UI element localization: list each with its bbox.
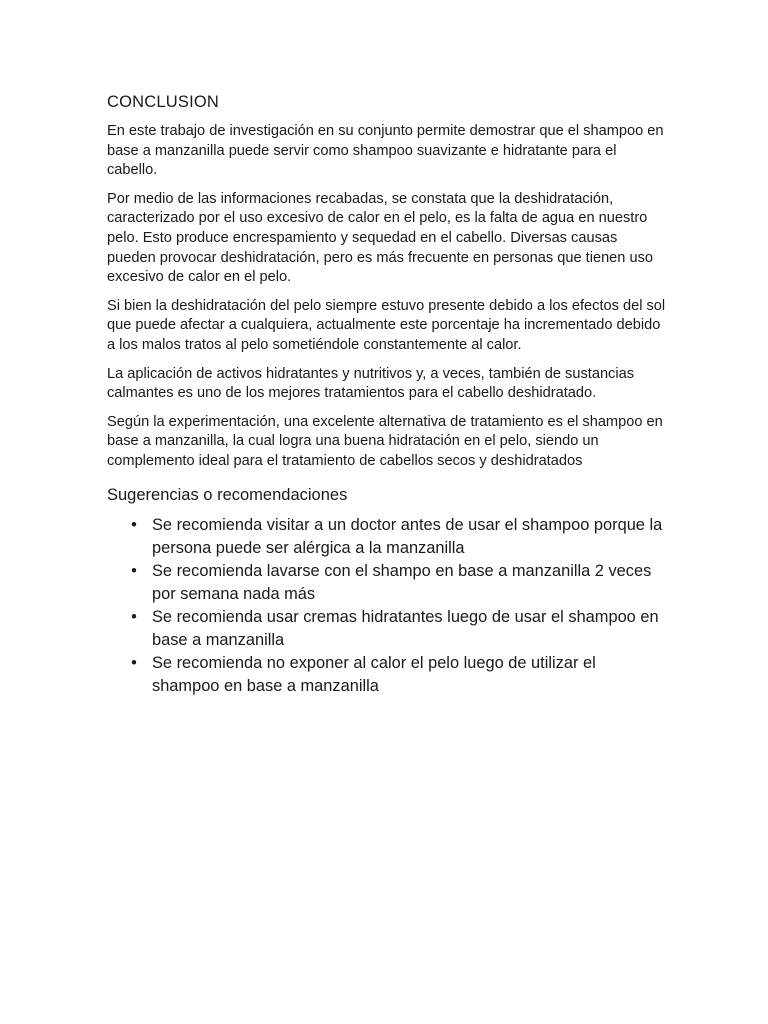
paragraph: Según la experimentación, una excelente alternativa de tratamiento es el shampoo en base a manzanilla, la cual logra una buena hidratación en el pelo, siendo un complemento ideal para el tratamiento de cabellos secos y deshidratados — [107, 413, 663, 469]
list-item — [107, 606, 667, 652]
paragraph: En este trabajo de investigación en su conjunto permite demostrar que el shampoo en base a manzanilla puede servir como shampoo suavizante e hidratante para el cabello. — [107, 123, 664, 179]
recommendations-list — [107, 514, 667, 698]
list-item-text: Se recomienda no exponer al calor el pelo luego de utilizar el shampoo en base a manzanilla — [152, 653, 596, 695]
bullet-icon: • — [131, 515, 137, 534]
bullet-icon: • — [131, 653, 137, 672]
paragraph: La aplicación de activos hidratantes y nutritivos y, a veces, también de sustancias calmantes es uno de los mejores tratamientos para el cabello deshidratado. — [107, 365, 635, 402]
list-item — [107, 514, 667, 560]
document-page — [107, 92, 667, 698]
list-item — [107, 652, 667, 698]
list-item-text: Se recomienda lavarse con el shampo en base a manzanilla 2 veces por semana nada más — [152, 561, 652, 603]
bullet-icon: • — [131, 607, 137, 626]
list-item-text: Se recomienda usar cremas hidratantes luego de usar el shampoo en base a manzanilla — [152, 607, 659, 649]
recommendations-heading: Sugerencias o recomendaciones — [107, 485, 348, 504]
list-item — [107, 560, 667, 606]
bullet-icon: • — [131, 561, 137, 580]
paragraph: Por medio de las informaciones recabadas, se constata que la deshidratación, caracterizado por el uso excesivo de calor en el pelo, es la falta de agua en nuestro pelo. Esto produce encrespamiento y sequedad en el cabello. Diversas causas pueden provocar deshidratación, pero es más frecuente en personas que tienen uso excesivo de calor en el pelo. — [107, 190, 654, 286]
page-title: CONCLUSION — [107, 93, 220, 111]
paragraph: Si bien la deshidratación del pelo siempre estuvo presente debido a los efectos del sol que puede afectar a cualquiera, actualmente este porcentaje ha incrementado debido a los malos tratos al pelo sometiéndole constantemente al calor. — [107, 297, 666, 353]
list-item-text: Se recomienda visitar a un doctor antes de usar el shampoo porque la persona puede ser alérgica a la manzanilla — [152, 515, 663, 557]
